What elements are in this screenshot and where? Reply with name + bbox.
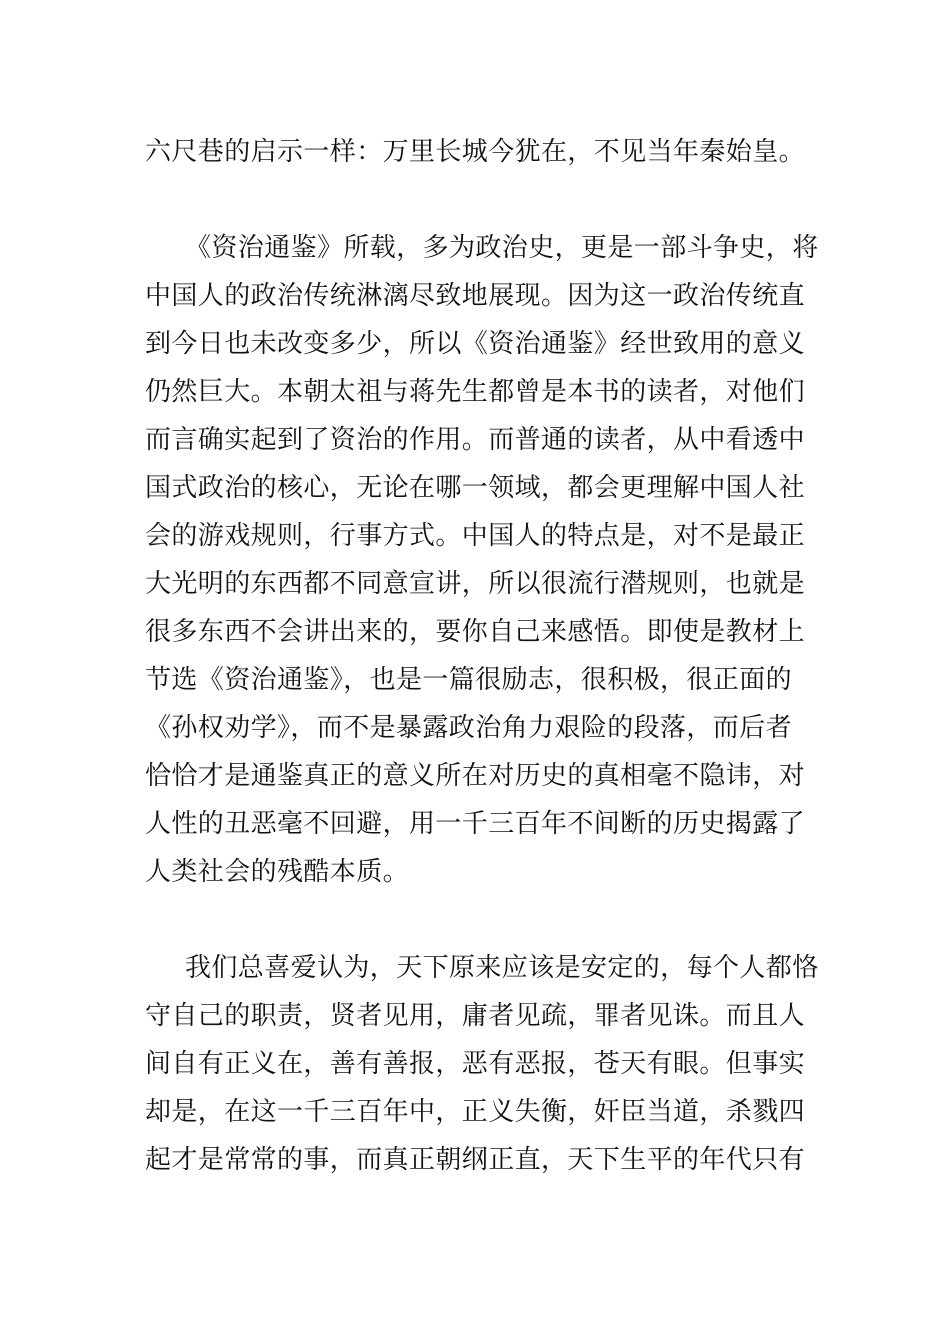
paragraph-2-line-14: 人类社会的残酷本质。 — [145, 857, 410, 887]
paragraph-3-line-2: 守自己的职责，贤者见用，庸者见疏，罪者见诛。而且人 — [145, 1001, 806, 1031]
paragraph-2-line-2: 中国人的政治传统淋漓尽致地展现。因为这一政治传统直 — [145, 281, 806, 311]
paragraph-3-line-1: 我们总喜爱认为，天下原来应该是安定的，每个人都恪 — [185, 953, 819, 983]
paragraph-3-line-5: 起才是常常的事，而真正朝纲正直，天下生平的年代只有 — [145, 1145, 806, 1175]
paragraph-2-line-12: 恰恰才是通鉴真正的意义所在对历史的真相毫不隐讳，对 — [145, 761, 806, 791]
paragraph-2-line-11: 《孙权劝学》，而不是暴露政治角力艰险的段落，而后者 — [145, 713, 793, 743]
paragraph-2-line-7: 会的游戏规则，行事方式。中国人的特点是，对不是最正 — [145, 521, 806, 551]
paragraph-3-line-4: 却是，在这一千三百年中，正义失衡，奸臣当道，杀戮四 — [145, 1097, 806, 1127]
paragraph-2-line-8: 大光明的东西都不同意宣讲，所以很流行潜规则，也就是 — [145, 569, 806, 599]
paragraph-2-line-1: 《资治通鉴》所载，多为政治史，更是一部斗争史，将 — [185, 233, 819, 263]
paragraph-3-line-3: 间自有正义在，善有善报，恶有恶报，苍天有眼。但事实 — [145, 1049, 806, 1079]
paragraph-2-line-4: 仍然巨大。本朝太祖与蒋先生都曾是本书的读者，对他们 — [145, 377, 806, 407]
paragraph-2-line-13: 人性的丑恶毫不回避，用一千三百年不间断的历史揭露了 — [145, 809, 806, 839]
paragraph-1-line-1: 六尺巷的启示一样：万里长城今犹在，不见当年秦始皇。 — [145, 137, 806, 167]
paragraph-2-line-5: 而言确实起到了资治的作用。而普通的读者，从中看透中 — [145, 425, 806, 455]
paragraph-2-line-3: 到今日也未改变多少，所以《资治通鉴》经世致用的意义 — [145, 329, 806, 359]
paragraph-2-line-6: 国式政治的核心，无论在哪一领域，都会更理解中国人社 — [145, 473, 806, 503]
paragraph-2-line-10: 节选《资治通鉴》，也是一篇很励志，很积极，很正面的 — [145, 665, 793, 695]
paragraph-2-line-9: 很多东西不会讲出来的，要你自己来感悟。即使是教材上 — [145, 617, 806, 647]
